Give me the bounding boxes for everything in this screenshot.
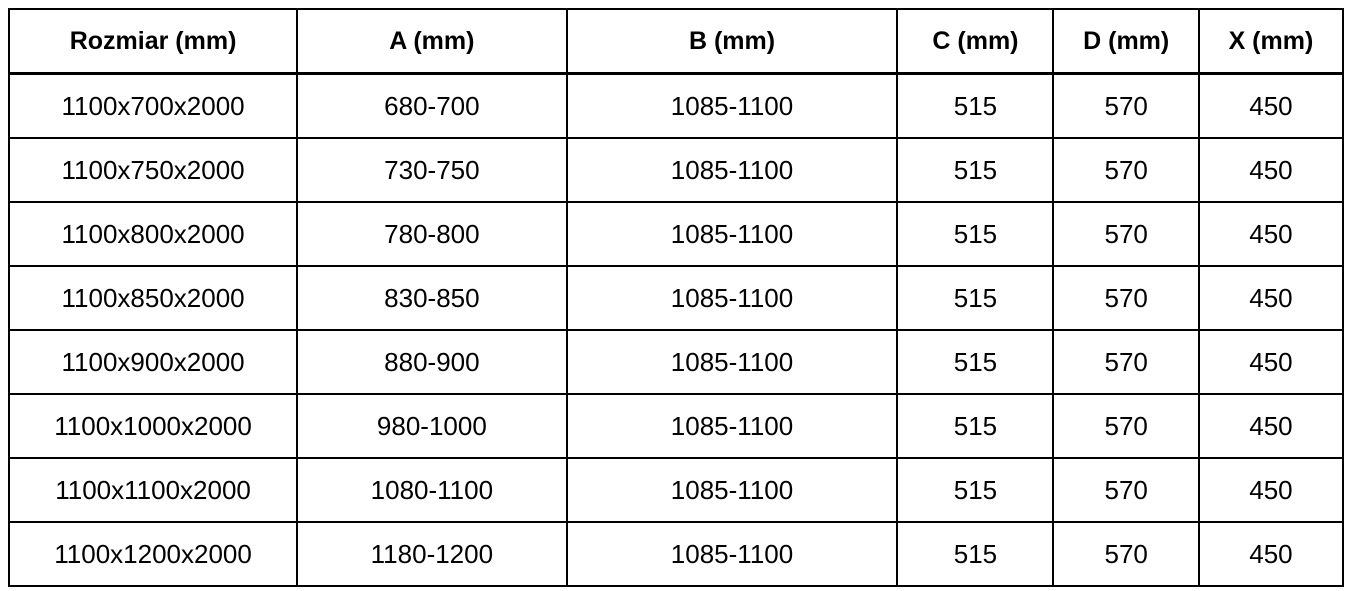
table-cell: 515 [897,330,1053,394]
column-header: C (mm) [897,9,1053,74]
table-cell: 515 [897,74,1053,139]
table-cell: 1085-1100 [567,330,898,394]
table-cell: 780-800 [297,202,566,266]
table-cell: 515 [897,394,1053,458]
column-header: D (mm) [1053,9,1198,74]
table-cell: 450 [1199,394,1343,458]
table-cell: 570 [1053,458,1198,522]
column-header: B (mm) [567,9,898,74]
table-cell: 830-850 [297,266,566,330]
table-cell: 1080-1100 [297,458,566,522]
table-cell: 1100x750x2000 [9,138,297,202]
table-cell: 1100x700x2000 [9,74,297,139]
table-cell: 450 [1199,74,1343,139]
table-body [9,74,1343,587]
table-cell: 1085-1100 [567,74,898,139]
column-header: A (mm) [297,9,566,74]
table-row [9,202,1343,266]
table-cell: 570 [1053,266,1198,330]
size-spec-table [8,8,1344,587]
table-cell: 570 [1053,202,1198,266]
table-row [9,138,1343,202]
table-cell: 515 [897,138,1053,202]
table-row [9,330,1343,394]
header-row [9,9,1343,74]
table-cell: 570 [1053,522,1198,586]
table-header [9,9,1343,74]
table-row [9,394,1343,458]
table-cell: 1100x850x2000 [9,266,297,330]
table-cell: 450 [1199,202,1343,266]
table-cell: 1085-1100 [567,394,898,458]
table-cell: 515 [897,458,1053,522]
table-cell: 880-900 [297,330,566,394]
table-cell: 1085-1100 [567,138,898,202]
table-row [9,522,1343,586]
table-cell: 570 [1053,74,1198,139]
table-cell: 450 [1199,330,1343,394]
table-cell: 515 [897,522,1053,586]
table-cell: 515 [897,202,1053,266]
table-cell: 450 [1199,138,1343,202]
table-row [9,266,1343,330]
table-cell: 450 [1199,266,1343,330]
table-cell: 1100x1200x2000 [9,522,297,586]
table-row [9,458,1343,522]
table-cell: 1085-1100 [567,266,898,330]
table-cell: 1085-1100 [567,522,898,586]
table-cell: 1100x900x2000 [9,330,297,394]
table-cell: 680-700 [297,74,566,139]
table-cell: 730-750 [297,138,566,202]
table-cell: 980-1000 [297,394,566,458]
table-cell: 1180-1200 [297,522,566,586]
table-cell: 570 [1053,394,1198,458]
table-cell: 570 [1053,138,1198,202]
column-header: X (mm) [1199,9,1343,74]
table-cell: 1100x1000x2000 [9,394,297,458]
table-cell: 450 [1199,458,1343,522]
table-cell: 570 [1053,330,1198,394]
table-cell: 450 [1199,522,1343,586]
table-row [9,74,1343,139]
table-cell: 1085-1100 [567,202,898,266]
column-header: Rozmiar (mm) [9,9,297,74]
table-cell: 1100x1100x2000 [9,458,297,522]
table-cell: 1085-1100 [567,458,898,522]
table-cell: 1100x800x2000 [9,202,297,266]
table-cell: 515 [897,266,1053,330]
